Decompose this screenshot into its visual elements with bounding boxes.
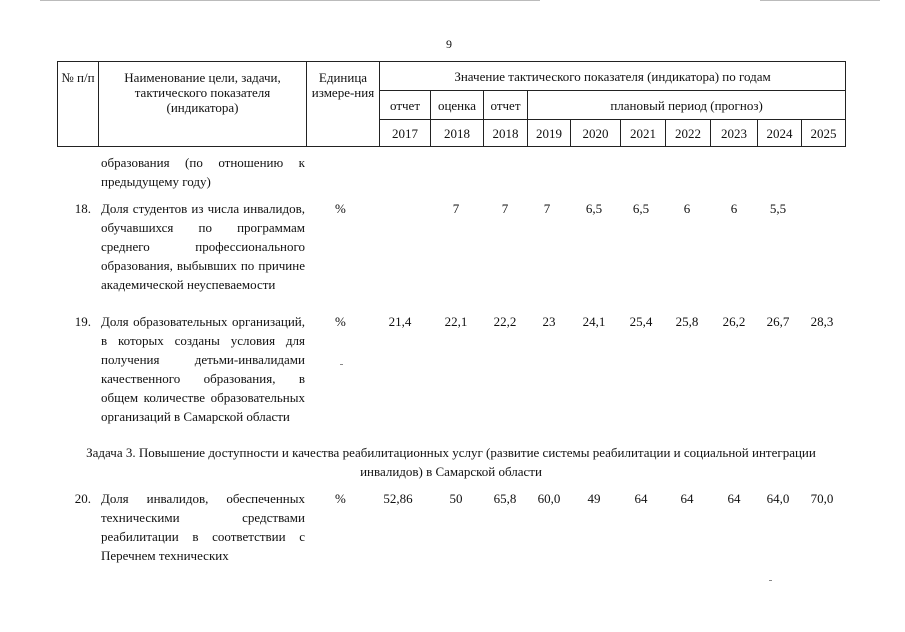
row-value: 7 xyxy=(501,201,509,216)
row-value: 64,0 xyxy=(766,491,790,506)
row-unit: % xyxy=(335,314,346,329)
year-cell: 2025 xyxy=(802,120,846,147)
row-number: 18. xyxy=(74,201,91,216)
header-num: № п/п xyxy=(58,62,99,147)
row-value: 26,7 xyxy=(766,314,790,329)
row-value: 6 xyxy=(683,201,691,216)
row-value: 25,8 xyxy=(675,314,699,329)
row-value: 52,86 xyxy=(383,491,413,506)
row-number: 20. xyxy=(74,491,91,506)
row-value: 22,2 xyxy=(493,314,517,329)
year-cell: 2020 xyxy=(571,120,621,147)
row-value: 26,2 xyxy=(722,314,746,329)
year-cell: 2021 xyxy=(621,120,666,147)
row-value: 70,0 xyxy=(810,491,834,506)
row-name: Доля инвалидов, обеспеченных техническими средствами реабилитации в соответствии с Перечнем технических xyxy=(101,491,305,563)
row-value: 49 xyxy=(587,491,601,506)
page-number: 9 xyxy=(446,37,452,51)
header-report-2017: отчет xyxy=(380,91,431,120)
row-value: 5,5 xyxy=(769,201,787,216)
row-value: 50 xyxy=(449,491,463,506)
indicator-table-header xyxy=(57,61,846,147)
year-cell: 2024 xyxy=(758,120,802,147)
year-cell: 2018 xyxy=(431,120,484,147)
row-value: 22,1 xyxy=(444,314,468,329)
year-cell: 2017 xyxy=(380,120,431,147)
year-cell: 2023 xyxy=(711,120,758,147)
header-values: Значение тактического показателя (индикатора) по годам xyxy=(380,62,846,91)
row-value: 64 xyxy=(634,491,648,506)
row-value: 64 xyxy=(727,491,741,506)
row-value: 6,5 xyxy=(632,201,650,216)
row-value: 25,4 xyxy=(629,314,653,329)
row-value: 7 xyxy=(543,201,551,216)
row-value: 6,5 xyxy=(585,201,603,216)
scan-mark xyxy=(340,364,343,365)
year-cell: 2019 xyxy=(528,120,571,147)
header-unit: Единица измере-ния xyxy=(307,62,380,147)
row-value: 24,1 xyxy=(582,314,606,329)
header-report-2018: отчет xyxy=(484,91,528,120)
year-cell: 2018 xyxy=(484,120,528,147)
row-value: 28,3 xyxy=(810,314,834,329)
row-value: 64 xyxy=(680,491,694,506)
row-value: 21,4 xyxy=(388,314,412,329)
scan-edge-line xyxy=(760,0,880,1)
header-plan-period: плановый период (прогноз) xyxy=(528,91,846,120)
task-heading: Задача 3. Повышение доступности и качества реабилитационных услуг (развитие системы реабилитации и социальной интеграции инвалидов) в Самарской области xyxy=(86,445,816,479)
row-number: 19. xyxy=(74,314,91,329)
row-value: 7 xyxy=(452,201,460,216)
row-name: Доля студентов из числа инвалидов, обучавшихся по программам среднего профессионального образования, выбывших по причине академической неуспеваемости xyxy=(101,201,305,292)
year-cell: 2022 xyxy=(666,120,711,147)
row-unit: % xyxy=(335,491,346,506)
header-name: Наименование цели, задачи, тактического показателя (индикатора) xyxy=(99,62,307,147)
scan-mark xyxy=(769,580,772,581)
row-unit: % xyxy=(335,201,346,216)
row-value: 23 xyxy=(542,314,556,329)
row-value: 60,0 xyxy=(537,491,561,506)
row-value: 65,8 xyxy=(493,491,517,506)
header-estimate-2018: оценка xyxy=(431,91,484,120)
row-value: 6 xyxy=(730,201,738,216)
scan-edge-line xyxy=(40,0,540,1)
continuation-text: образования (по отношению к предыдущему году) xyxy=(101,155,305,189)
row-name: Доля образовательных организаций, в которых созданы условия для получения детьми-инвалидами качественного образования, в общем количестве образовательных организаций в Самарской области xyxy=(101,314,305,424)
